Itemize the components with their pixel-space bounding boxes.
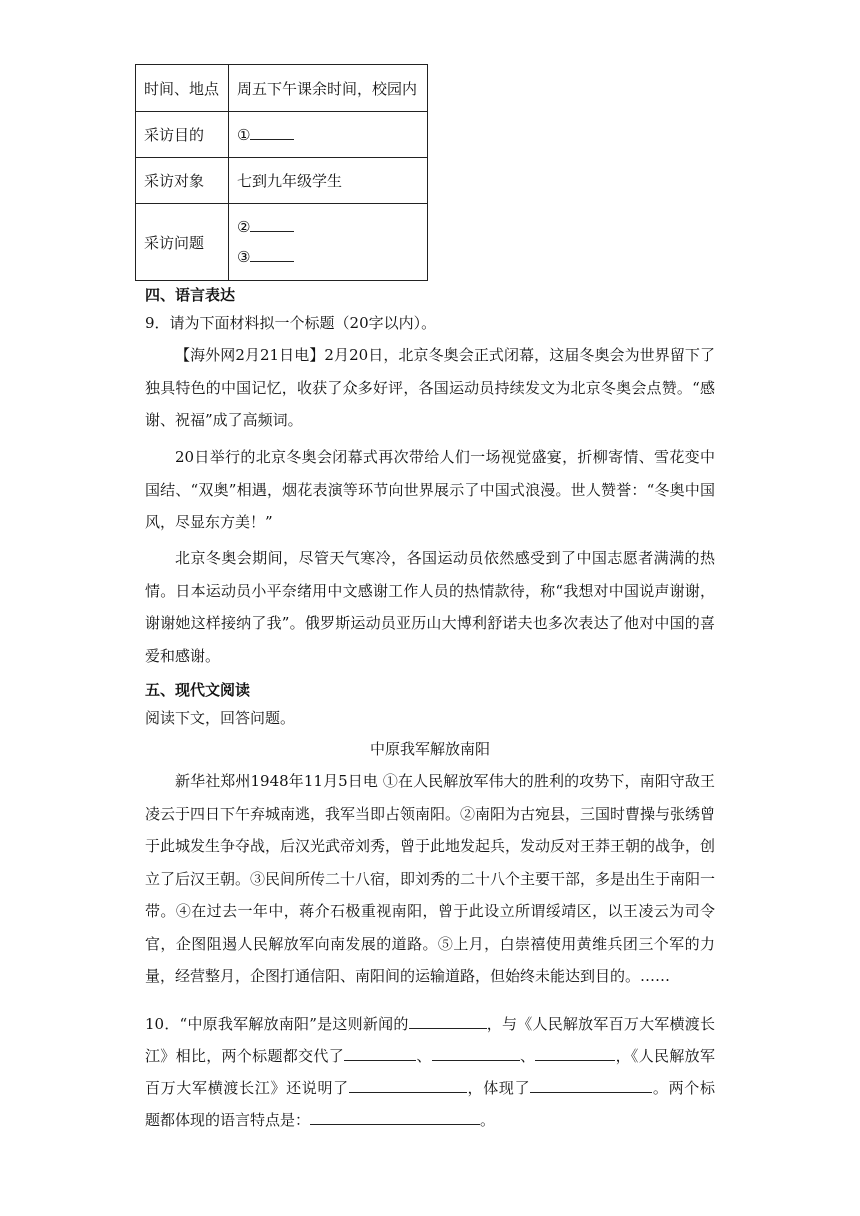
table-label: 采访问题 [136,204,229,281]
material-paragraph: 20日举行的北京冬奥会闭幕式再次带给人们一场视觉盛宴，折柳寄情、雪花变中国结、“双奥”相遇，烟花表演等环节向世界展示了中国式浪漫。世人赞誉：“冬奥中国风，尽显东方美！” [145,448,715,531]
question-text: ，体现了 [466,1079,531,1097]
table-row [136,112,428,158]
table-row [136,204,428,281]
answer-blank[interactable] [349,1076,467,1093]
table-value: 七到九年级学生 [229,158,428,204]
answer-blank[interactable] [432,1044,520,1061]
article-body: 新华社郑州1948年11月5日电 ①在人民解放军伟大的胜利的攻势下，南阳守敌王凌云于四日下午弃城南逃，我军当即占领南阳。②南阳为古宛县，三国时曹操与张绣曾于此城发生争夺战，后汉光武帝刘秀，曾于此地发起兵，发动反对王莽王朝的战争，创立了后汉王朝。③民间所传二十八宿，即刘秀的二十八个主要干部，多是出生于南阳一带。④在过去一年中，蒋介石极重视南阳，曾于此设立所谓绥靖区，以王凌云为司令官，企图阻遏人民解放军向南发展的道路。⑤上月，白崇禧使用黄维兵团三个军的力量，经营整月，企图打通信阳、南阳间的运输道路，但始终未能达到目的。…… [145,772,716,985]
table-label: 采访目的 [136,112,229,158]
interview-table [135,64,428,281]
answer-blank[interactable] [530,1076,652,1093]
answer-blank[interactable] [535,1044,615,1061]
table-label: 时间、地点 [136,65,229,112]
question-text: 、 [416,1047,432,1065]
answer-marker: ② [237,218,251,236]
table-value [229,112,428,158]
section-heading: 四、语言表达 [145,286,236,304]
question-text: 10．“中原我军解放南阳”是这则新闻的 [145,1015,409,1033]
material-paragraph: 【海外网2月21日电】2月20日，北京冬奥会正式闭幕，这届冬奥会为世界留下了独具特色的中国记忆，收获了众多好评，各国运动员持续发文为北京冬奥会点赞。“感谢、祝福”成了高频词。 [145,346,715,429]
answer-blank[interactable] [250,247,294,262]
question-9: 9．请为下面材料拟一个标题（20字以内）。 [145,314,437,332]
answer-blank[interactable] [250,217,294,232]
answer-marker: ① [237,126,251,144]
answer-blank[interactable] [250,125,294,140]
question-text: 。 [480,1111,496,1129]
answer-blank[interactable] [409,1012,487,1029]
table-value [229,204,428,281]
question-text: ，与《人民解放军百万大军横渡长江》相比，两个标题都交代了 [145,1015,715,1065]
table-row [136,65,428,112]
answer-blank[interactable] [344,1044,416,1061]
question-text: 。两个标题都体现的语言特点是： [145,1079,715,1129]
reading-instruction: 阅读下文，回答问题。 [145,709,296,727]
answer-marker: ③ [237,248,251,266]
question-text: ，《人民解放军百万大军横渡长江》还说明了 [145,1047,715,1097]
question-10 [145,1008,715,1136]
table-value: 周五下午课余时间，校园内 [229,65,428,112]
table-row [136,158,428,204]
answer-blank[interactable] [310,1108,480,1125]
material-paragraph: 北京冬奥会期间，尽管天气寒冷，各国运动员依然感受到了中国志愿者满满的热情。日本运动员小平奈绪用中文感谢工作人员的热情款待，称“我想对中国说声谢谢，谢谢她这样接纳了我”。俄罗斯运动员亚历山大博利舒诺夫也多次表达了他对中国的喜爱和感谢。 [145,549,715,665]
article-title: 中原我军解放南阳 [369,740,490,758]
table-label: 采访对象 [136,158,229,204]
question-text: 、 [519,1047,536,1065]
section-heading: 五、现代文阅读 [145,681,251,699]
